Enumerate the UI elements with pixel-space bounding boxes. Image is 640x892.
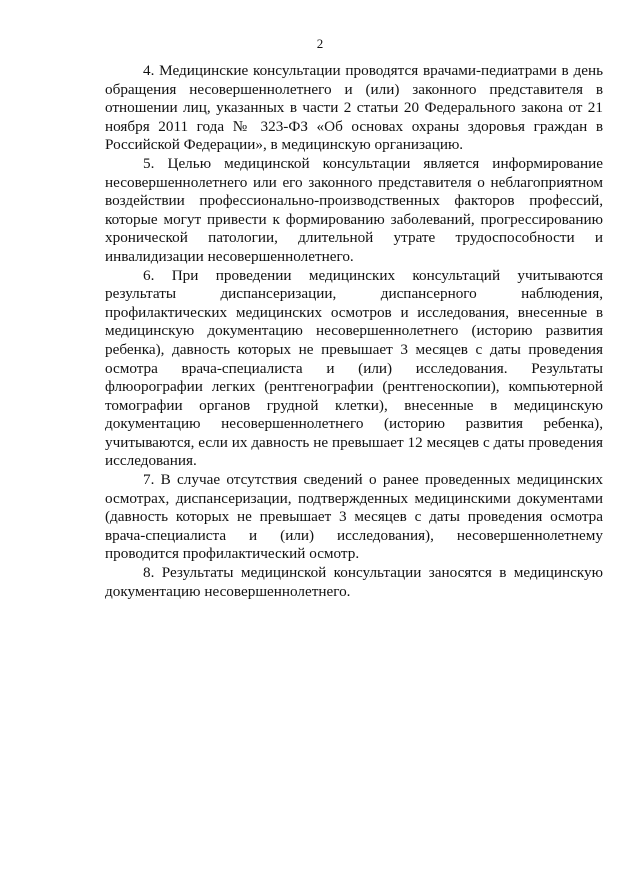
paragraph-8: 8. Результаты медицинской консультации заносятся в медицинскую документацию несовершеннолетнего. — [105, 564, 603, 600]
paragraph-7: 7. В случае отсутствия сведений о ранее проведенных медицинских осмотрах, диспансеризации, подтвержденных медицинскими документами (давность которых не превышает 3 месяцев с даты проведения осмотра врача-специалиста и (или) исследования), несовершеннолетнему проводится профилактический осмотр. — [105, 471, 603, 563]
document-body — [105, 62, 603, 601]
paragraph-4: 4. Медицинские консультации проводятся врачами-педиатрами в день обращения несовершеннолетнего и (или) законного представителя в отношении лиц, указанных в части 2 статьи 20 Федерального закона от 21 ноября 2011 года № 323-ФЗ «Об основах охраны здоровья граждан в Российской Федерации», в медицинскую организацию. — [105, 62, 603, 154]
paragraph-6: 6. При проведении медицинских консультаций учитываются результаты диспансеризации, диспансерного наблюдения, профилактических медицинских осмотров и исследования, внесенные в медицинскую документацию несовершеннолетнего (историю развития ребенка), давность которых не превышает 3 месяцев с даты проведения осмотра врача-специалиста и (или) исследования. Результаты флюорографии легких (рентгенографии (рентгеноскопии), компьютерной томографии органов грудной клетки), внесенные в медицинскую документацию несовершеннолетнего (историю развития ребенка), учитываются, если их давность не превышает 12 месяцев с даты проведения исследования. — [105, 266, 603, 470]
paragraph-5: 5. Целью медицинской консультации является информирование несовершеннолетнего или его законного представителя о неблагоприятном воздействии профессионально-производственных факторов профессий, которые могут привести к формированию заболеваний, прогрессированию хронической патологии, длительной утрате трудоспособности и инвалидизации несовершеннолетнего. — [105, 154, 603, 265]
page-number: 2 — [316, 36, 324, 51]
